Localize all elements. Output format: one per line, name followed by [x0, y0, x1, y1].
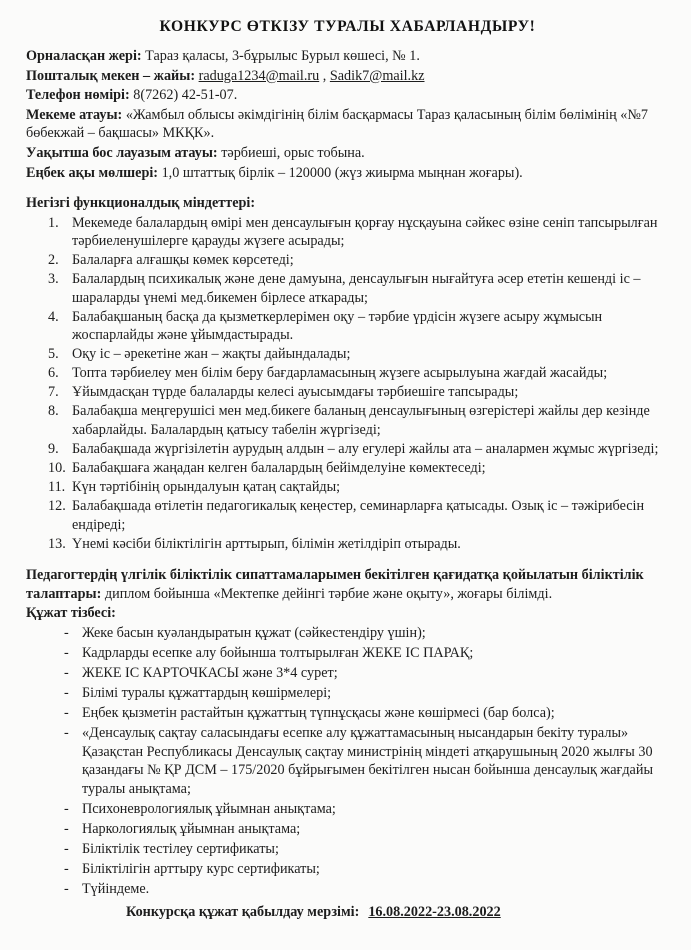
list-item: Балабақшада жүргізілетін аурудың алдын – алу егулері жайлы ата – аналармен жұмыс жүргізеді; [72, 440, 659, 457]
qualification-requirements [26, 566, 669, 603]
documents-heading: Құжат тізбесі: [26, 605, 116, 622]
email-link-secondary[interactable]: Sadik7@mail.kz [329, 67, 425, 84]
field-salary-label: Еңбек ақы мөлшері: [26, 164, 159, 181]
list-item: - Түйіндеме. [26, 880, 669, 899]
list-item: - Білімі туралы құжаттардың көшірмелері; [26, 684, 669, 703]
duties-heading: Негізгі функционалдық міндеттері: [26, 195, 256, 212]
field-location-label: Орналасқан жері: [26, 48, 142, 64]
list-item: - Психоневрологиялық ұйымнан анықтама; [26, 800, 669, 819]
field-institution-value: «Жамбыл облысы әкімдігінің білім басқармасы Тараз қаласының білім бөлімінің «№7 бөбекжай – бақшасы» МКҚК». [26, 106, 649, 142]
list-item: Балабақшада өтілетін педагогикалық кеңестер, семинарларға қатысады. Озық іс – тәжірибесін ендіреді; [72, 498, 645, 533]
field-salary-value: 1,0 штаттық бірлік – 120000 (жүз жиырма мыңнан жоғары). [161, 164, 523, 181]
field-vacancy-value: тәрбиеші, орыс тобына. [221, 144, 365, 161]
field-institution [26, 106, 669, 143]
qualification-value: диплом бойынша «Мектепке дейінгі тәрбие және оқыту», жоғары білімді. [101, 585, 553, 602]
deadline-label: Конкурсқа құжат қабылдау мерзімі: [126, 904, 360, 921]
list-item: Оқу іс – әрекетіне жан – жақты дайындалады; [72, 346, 351, 363]
field-vacancy-label: Уақытша бос лауазым атауы: [26, 144, 218, 161]
list-item: Топта тәрбиелеу мен білім беру бағдарламасының жүзеге асырылуына жағдай жасайды; [72, 365, 608, 382]
list-item: Мекемеде балалардың өмірі мен денсаулығын қорғау нұсқауына сәйкес өзіне сеніп тапсырылған тәрбиеленушілерге қарауды жүзеге асырады; [72, 214, 658, 250]
list-item: Балабақшаға жаңадан келген балалардың бейімделуіне көмектеседі; [72, 460, 486, 477]
list-item: Балалардың психикалық және дене дамуына, денсаулығын нығайтуға әсер ететін кешенді іс – шараларды үнемі мед.бикемен бірлесе аткарады; [72, 271, 641, 306]
deadline-line [26, 904, 669, 921]
field-location [26, 47, 669, 66]
email-link-primary[interactable]: raduga1234@mail.ru [198, 67, 320, 84]
list-item: - Біліктілігін арттыру курс сертификаты; [26, 860, 669, 879]
field-phone-value: 8(7262) 42-51-07. [133, 87, 238, 104]
list-item: - Наркологиялық ұйымнан анықтама; [26, 820, 669, 839]
list-item: - Жеке басын куәландыратын құжат (сәйкестендіру үшін); [26, 624, 669, 643]
list-item: Балабақшаның басқа да қызметкерлерімен оқу – тәрбие үрдісін жүзеге асыру жұмысын жоспарлайды және ұйымдастырады. [72, 308, 603, 344]
field-email-colon: : [190, 67, 196, 84]
list-item: - Кадрларды есепке алу бойынша толтырылған ЖЕКЕ ІС ПАРАҚ; [26, 644, 669, 663]
field-phone-label: Телефон нөмірі: [26, 87, 130, 104]
field-location-value: Тараз қаласы, 3-бұрылыс Бурыл көшесі, № 1. [145, 48, 420, 64]
list-item: Күн тәртібінің орындалуын қатаң сақтайды; [72, 479, 341, 496]
field-vacancy [26, 144, 669, 163]
field-email-label: Пошталық мекен – жайы [26, 67, 191, 84]
qualification-label: Педагогтердің үлгілік біліктілік сипаттамаларымен бекітілген қағидатқа қойылатын біліктілік талаптары: [26, 567, 644, 602]
list-item: - ЖЕКЕ ІС КАРТОЧКАСЫ және 3*4 сурет; [26, 664, 669, 683]
page-title: КОНКУРС ӨТКІЗУ ТУРАЛЫ ХАБАРЛАНДЫРУ! [159, 18, 536, 35]
list-item: - Біліктілік тестілеу сертификаты; [26, 840, 669, 859]
field-email [26, 67, 669, 86]
list-item: - Еңбек қызметін растайтын құжаттың түпнұсқасы және көшірмесі (бар болса); [26, 704, 669, 723]
field-salary [26, 164, 669, 183]
field-institution-label: Мекеме атауы: [26, 106, 123, 123]
list-item: Ұйымдасқан түрде балаларды келесі ауысымдағы тәрбиешіге тапсырады; [72, 384, 519, 401]
duties-list [26, 214, 669, 554]
list-item: Балаларға алғашқы көмек көрсетеді; [72, 252, 294, 269]
documents-list [26, 624, 669, 898]
deadline-dates: 16.08.2022-23.08.2022 [368, 904, 501, 921]
list-item: Балабақша меңгерушісі мен мед.бикеге баланың денсаулығының өзгерістері жайлы дер кезінде хабарлайды. Балалардың қатысу табелін жүргізеді; [72, 403, 650, 438]
list-item: - «Денсаулық сақтау саласындағы есепке алу құжаттамасының нысандарын бекіту туралы» Қазақстан Республикасы Денсаулық сақтау министрінің міндеті атқарушының 2020 жылғы 30 қазандағы № ҚР ДСМ – 175/2020 бұйрығымен бекітілген нысан бойынша денсаулық жағдайы туралы анықтама; [26, 724, 669, 798]
email-separator: , [319, 67, 330, 84]
list-item: Үнемі кәсіби біліктілігін арттырып, білімін жетілдіріп отырады. [72, 535, 461, 552]
field-phone [26, 86, 669, 105]
